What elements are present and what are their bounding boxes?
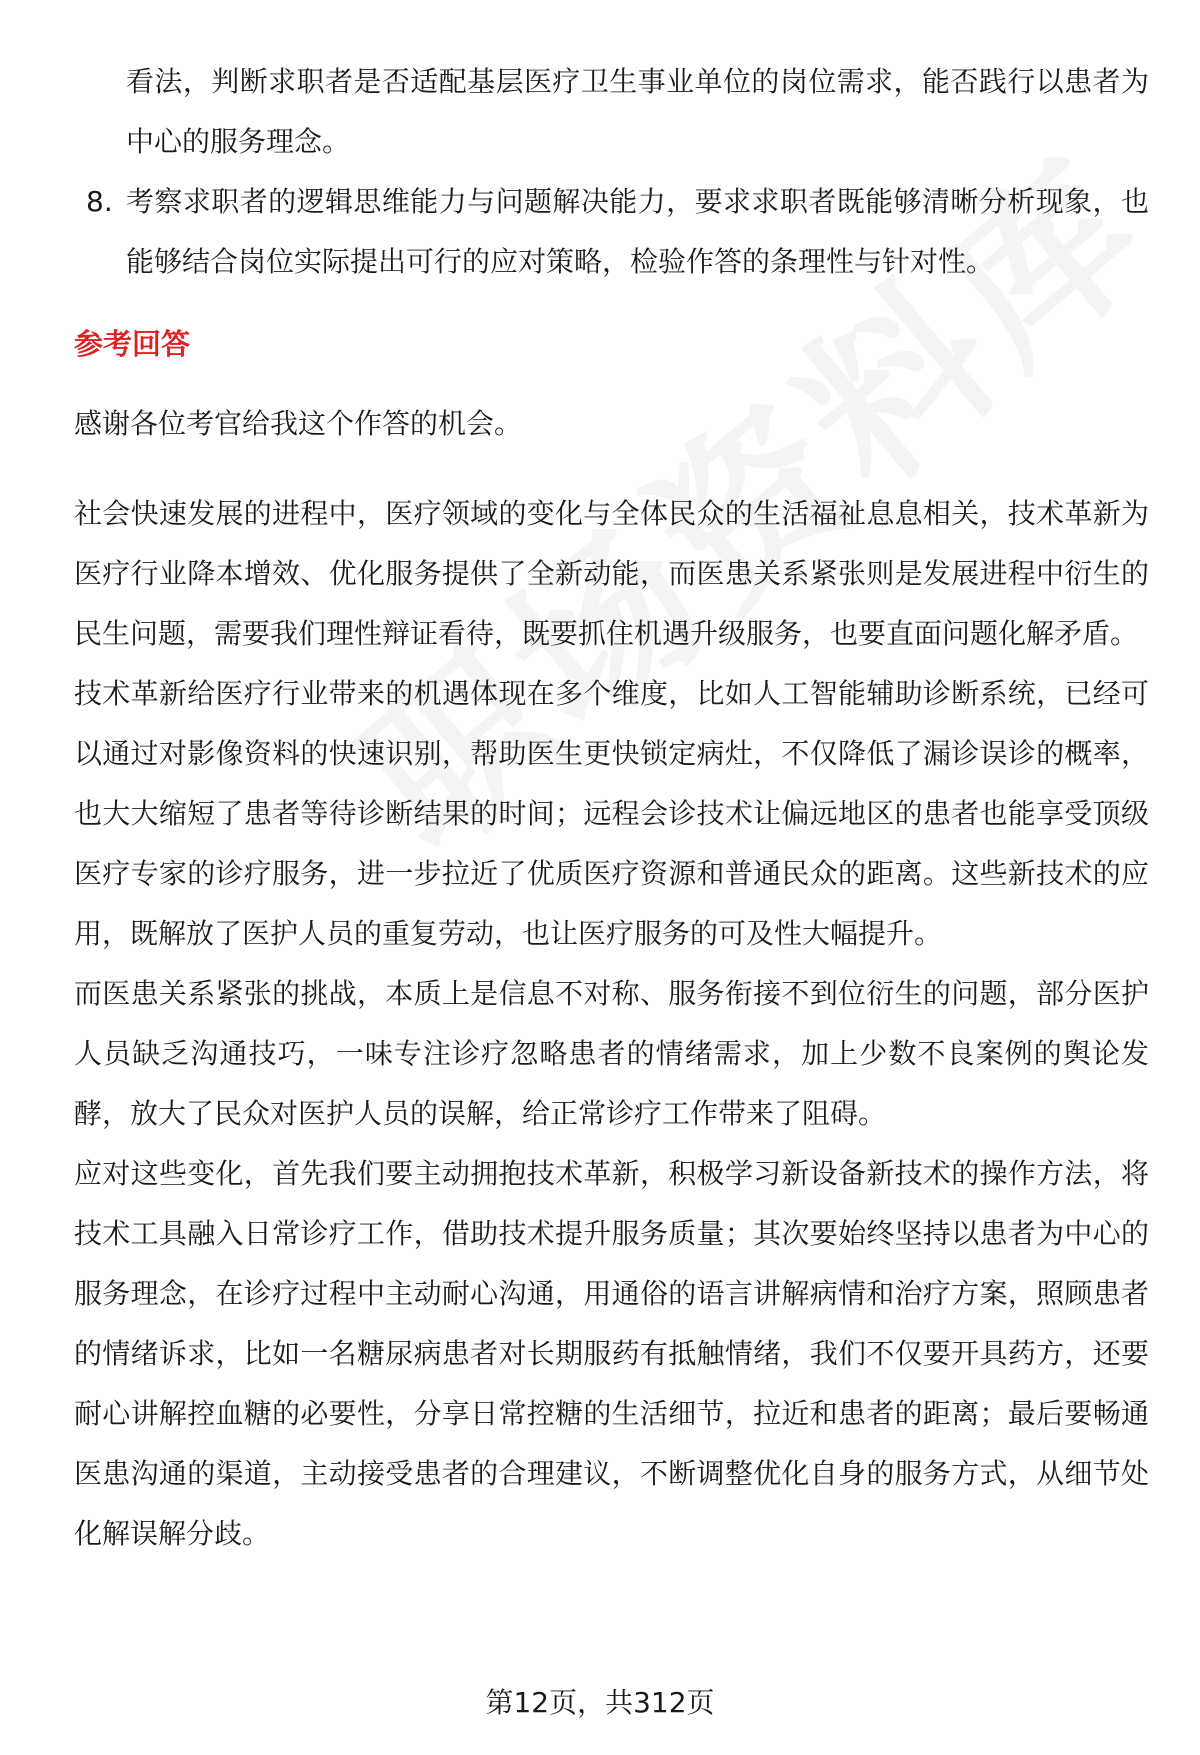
section-heading: 参考回答 — [74, 327, 191, 361]
body-paragraph: 而医患关系紧张的挑战，本质上是信息不对称、服务衔接不到位衍生的问题，部分医护人员缺乏沟通技巧，一味专注诊疗忽略患者的情绪需求，加上少数不良案例的舆论发酵，放大了民众对医护人员的误解，给正常诊疗工作带来了阻碍。 — [74, 977, 1149, 1130]
list-item-number: 8. — [86, 185, 113, 218]
list-item-text: 考察求职者的逻辑思维能力与问题解决能力，要求求职者既能够清晰分析现象，也能够结合岗位实际提出可行的应对策略，检验作答的条理性与针对性。 — [126, 185, 1149, 278]
page-number: 第12页，共312页 — [485, 1686, 715, 1719]
list-item-8 — [74, 172, 1149, 292]
document-content — [74, 52, 1149, 1564]
list-item-continuation: 看法，判断求职者是否适配基层医疗卫生事业单位的岗位需求，能否践行以患者为中心的服务理念。 — [126, 65, 1149, 158]
body-paragraph: 社会快速发展的进程中，医疗领域的变化与全体民众的生活福祉息息相关，技术革新为医疗行业降本增效、优化服务提供了全新动能，而医患关系紧张则是发展进程中衍生的民生问题，需要我们理性辩证看待，既要抓住机遇升级服务，也要直面问题化解矛盾。 — [74, 497, 1149, 650]
body-paragraph: 应对这些变化，首先我们要主动拥抱技术革新，积极学习新设备新技术的操作方法，将技术工具融入日常诊疗工作，借助技术提升服务质量；其次要始终坚持以患者为中心的服务理念，在诊疗过程中主动耐心沟通，用通俗的语言讲解病情和治疗方案，照顾患者的情绪诉求，比如一名糖尿病患者对长期服药有抵触情绪，我们不仅要开具药方，还要耐心讲解控血糖的必要性，分享日常控糖的生活细节，拉近和患者的距离；最后要畅通医患沟通的渠道，主动接受患者的合理建议，不断调整优化自身的服务方式，从细节处化解误解分歧。 — [74, 1157, 1149, 1550]
body-paragraph: 技术革新给医疗行业带来的机遇体现在多个维度，比如人工智能辅助诊断系统，已经可以通过对影像资料的快速识别，帮助医生更快锁定病灶，不仅降低了漏诊误诊的概率，也大大缩短了患者等待诊断结果的时间；远程会诊技术让偏远地区的患者也能享受顶级医疗专家的诊疗服务，进一步拉近了优质医疗资源和普通民众的距离。这些新技术的应用，既解放了医护人员的重复劳动，也让医疗服务的可及性大幅提升。 — [74, 677, 1149, 950]
opening-paragraph: 感谢各位考官给我这个作答的机会。 — [74, 407, 523, 440]
